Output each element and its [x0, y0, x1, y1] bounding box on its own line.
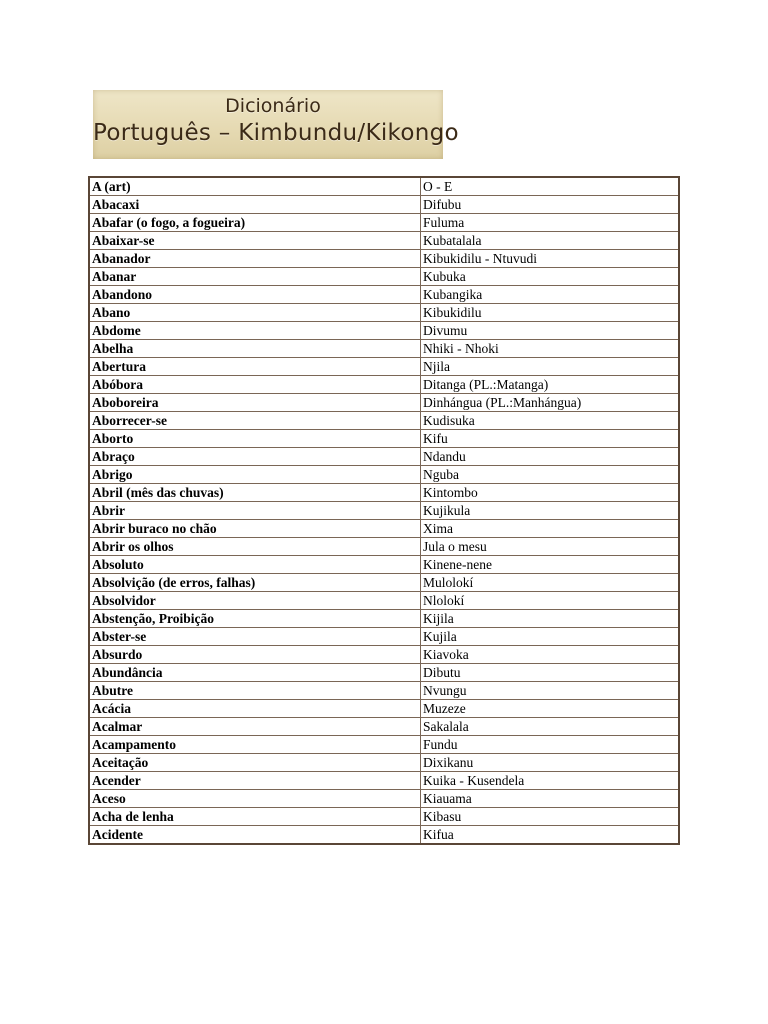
- table-row: [89, 664, 679, 682]
- kimbundu-translation: Dibutu: [421, 664, 680, 682]
- kimbundu-translation: Kubuka: [421, 268, 680, 286]
- table-row: [89, 466, 679, 484]
- table-row: [89, 394, 679, 412]
- kimbundu-translation: Kintombo: [421, 484, 680, 502]
- table-row: [89, 754, 679, 772]
- banner-subtitle: Português – Kimbundu/Kikongo: [93, 120, 459, 146]
- table-row: [89, 592, 679, 610]
- portuguese-term: Abanar: [89, 268, 421, 286]
- kimbundu-translation: Kubangika: [421, 286, 680, 304]
- portuguese-term: Abdome: [89, 322, 421, 340]
- kimbundu-translation: Kudisuka: [421, 412, 680, 430]
- kimbundu-translation: Divumu: [421, 322, 680, 340]
- dictionary-table: [88, 176, 680, 845]
- portuguese-term: Abano: [89, 304, 421, 322]
- table-row: [89, 736, 679, 754]
- kimbundu-translation: Fundu: [421, 736, 680, 754]
- table-row: [89, 358, 679, 376]
- table-row: [89, 268, 679, 286]
- table-row: [89, 628, 679, 646]
- portuguese-term: Abandono: [89, 286, 421, 304]
- portuguese-term: Abóbora: [89, 376, 421, 394]
- portuguese-term: Abundância: [89, 664, 421, 682]
- table-row: [89, 700, 679, 718]
- kimbundu-translation: Ditanga (PL.:Matanga): [421, 376, 680, 394]
- portuguese-term: Abrir buraco no chão: [89, 520, 421, 538]
- portuguese-term: Abstenção, Proibição: [89, 610, 421, 628]
- portuguese-term: Abafar (o fogo, a fogueira): [89, 214, 421, 232]
- kimbundu-translation: Kiauama: [421, 790, 680, 808]
- portuguese-term: Acidente: [89, 826, 421, 845]
- portuguese-term: Acalmar: [89, 718, 421, 736]
- portuguese-term: Abrir os olhos: [89, 538, 421, 556]
- portuguese-term: Acácia: [89, 700, 421, 718]
- portuguese-term: Absoluto: [89, 556, 421, 574]
- kimbundu-translation: Jula o mesu: [421, 538, 680, 556]
- kimbundu-translation: Kifu: [421, 430, 680, 448]
- portuguese-term: Abelha: [89, 340, 421, 358]
- table-row: [89, 177, 679, 196]
- portuguese-term: Abrigo: [89, 466, 421, 484]
- kimbundu-translation: Kifua: [421, 826, 680, 845]
- table-row: [89, 718, 679, 736]
- portuguese-term: Abanador: [89, 250, 421, 268]
- table-row: [89, 286, 679, 304]
- table-row: [89, 250, 679, 268]
- portuguese-term: Acampamento: [89, 736, 421, 754]
- table-row: [89, 502, 679, 520]
- table-row: [89, 556, 679, 574]
- table-row: [89, 682, 679, 700]
- table-row: [89, 304, 679, 322]
- portuguese-term: Absolvição (de erros, falhas): [89, 574, 421, 592]
- portuguese-term: A (art): [89, 177, 421, 196]
- kimbundu-translation: O - E: [421, 177, 680, 196]
- table-row: [89, 484, 679, 502]
- kimbundu-translation: Kibasu: [421, 808, 680, 826]
- table-row: [89, 340, 679, 358]
- kimbundu-translation: Kujila: [421, 628, 680, 646]
- portuguese-term: Acender: [89, 772, 421, 790]
- portuguese-term: Abrir: [89, 502, 421, 520]
- portuguese-term: Acha de lenha: [89, 808, 421, 826]
- kimbundu-translation: Nguba: [421, 466, 680, 484]
- portuguese-term: Aceitação: [89, 754, 421, 772]
- table-row: [89, 214, 679, 232]
- banner-title: Dicionário: [225, 95, 321, 117]
- table-row: [89, 196, 679, 214]
- kimbundu-translation: Xima: [421, 520, 680, 538]
- portuguese-term: Aborrecer-se: [89, 412, 421, 430]
- portuguese-term: Abril (mês das chuvas): [89, 484, 421, 502]
- portuguese-term: Abutre: [89, 682, 421, 700]
- kimbundu-translation: Kiavoka: [421, 646, 680, 664]
- kimbundu-translation: Fuluma: [421, 214, 680, 232]
- table-row: [89, 790, 679, 808]
- portuguese-term: Abertura: [89, 358, 421, 376]
- kimbundu-translation: Difubu: [421, 196, 680, 214]
- table-row: [89, 376, 679, 394]
- kimbundu-translation: Dixikanu: [421, 754, 680, 772]
- table-row: [89, 772, 679, 790]
- table-row: [89, 322, 679, 340]
- kimbundu-translation: Kubatalala: [421, 232, 680, 250]
- dictionary-table-body: [89, 177, 679, 844]
- table-row: [89, 610, 679, 628]
- portuguese-term: Absolvidor: [89, 592, 421, 610]
- table-row: [89, 232, 679, 250]
- kimbundu-translation: Mulolokí: [421, 574, 680, 592]
- kimbundu-translation: Kibukidilu - Ntuvudi: [421, 250, 680, 268]
- kimbundu-translation: Muzeze: [421, 700, 680, 718]
- kimbundu-translation: Kijila: [421, 610, 680, 628]
- table-row: [89, 430, 679, 448]
- kimbundu-translation: Njila: [421, 358, 680, 376]
- kimbundu-translation: Nhiki - Nhoki: [421, 340, 680, 358]
- table-row: [89, 574, 679, 592]
- portuguese-term: Aborto: [89, 430, 421, 448]
- kimbundu-translation: Nlolokí: [421, 592, 680, 610]
- kimbundu-translation: Kibukidilu: [421, 304, 680, 322]
- table-row: [89, 412, 679, 430]
- kimbundu-translation: Kujikula: [421, 502, 680, 520]
- table-row: [89, 520, 679, 538]
- kimbundu-translation: Nvungu: [421, 682, 680, 700]
- table-row: [89, 808, 679, 826]
- table-row: [89, 646, 679, 664]
- portuguese-term: Aboboreira: [89, 394, 421, 412]
- portuguese-term: Abster-se: [89, 628, 421, 646]
- kimbundu-translation: Ndandu: [421, 448, 680, 466]
- table-row: [89, 826, 679, 845]
- portuguese-term: Aceso: [89, 790, 421, 808]
- kimbundu-translation: Kuika - Kusendela: [421, 772, 680, 790]
- kimbundu-translation: Sakalala: [421, 718, 680, 736]
- kimbundu-translation: Dinhángua (PL.:Manhángua): [421, 394, 680, 412]
- kimbundu-translation: Kinene-nene: [421, 556, 680, 574]
- table-row: [89, 448, 679, 466]
- dictionary-title-banner: [93, 90, 459, 159]
- portuguese-term: Abacaxi: [89, 196, 421, 214]
- portuguese-term: Abraço: [89, 448, 421, 466]
- portuguese-term: Abaixar-se: [89, 232, 421, 250]
- table-row: [89, 538, 679, 556]
- portuguese-term: Absurdo: [89, 646, 421, 664]
